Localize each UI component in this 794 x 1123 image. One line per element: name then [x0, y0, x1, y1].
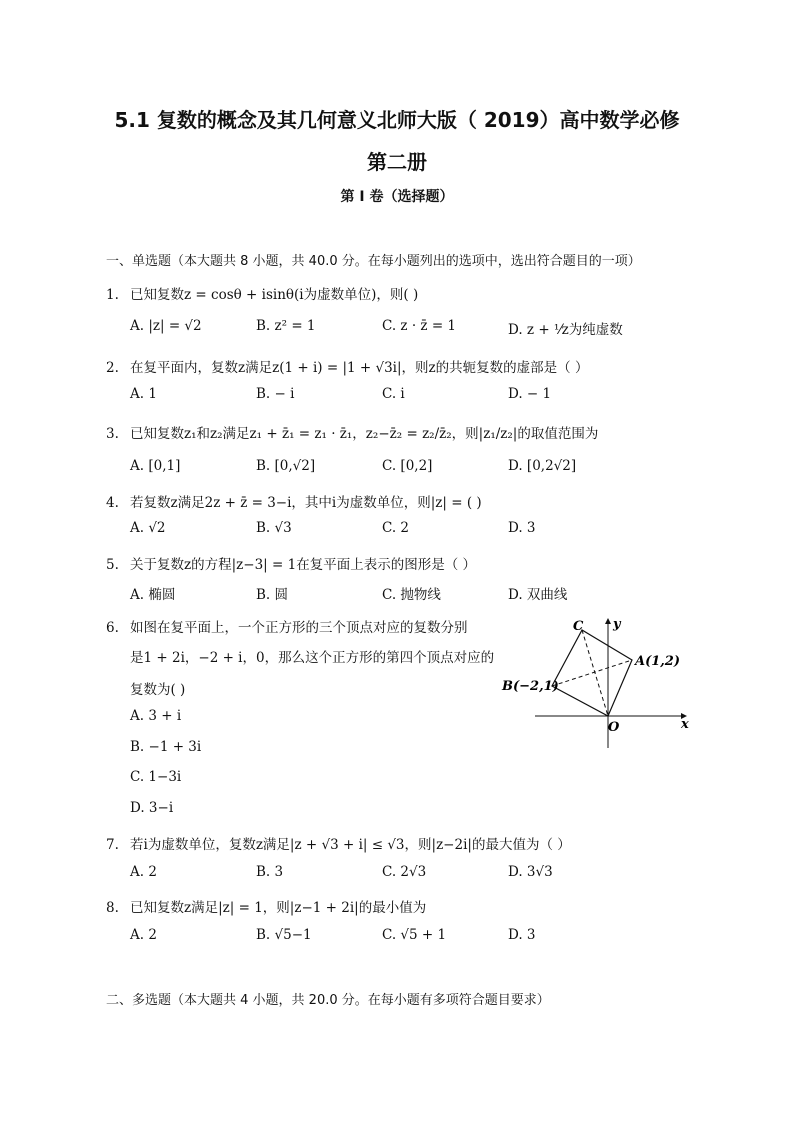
option-b[interactable]: B. − i: [256, 386, 295, 402]
option-c[interactable]: C. z · z̄ = 1: [382, 318, 457, 334]
section-single-choice-heading: 一、单选题（本大题共 8 小题，共 40.0 分。在每小题列出的选项中，选出符合题目的一项）: [106, 254, 641, 269]
option-a[interactable]: A. √2: [130, 520, 166, 536]
page-title-line2: 第二册: [367, 150, 427, 174]
option-a[interactable]: A. 椭圆: [130, 587, 176, 603]
question-3: 3. 已知复数z₁和z₂满足z₁ + z̄₁ = z₁ · z̄₁，z₂−z̄₂ = z₂/z̄₂，则|z₁/z₂|的取值范围为: [106, 426, 599, 442]
option-a[interactable]: A. 2: [130, 927, 157, 943]
option-a[interactable]: A. 2: [130, 864, 157, 880]
option-c[interactable]: C. √5 + 1: [382, 927, 447, 943]
question-1: 1. 已知复数z = cosθ + isinθ(i为虚数单位)，则( ): [106, 287, 419, 303]
label-x: x: [681, 717, 689, 732]
option-d[interactable]: D. 3: [508, 520, 536, 536]
option-c[interactable]: C. 2: [382, 520, 410, 536]
question-6-line-2: 是1 + 2i，−2 + i，0，那么这个正方形的第四个顶点对应的: [130, 650, 495, 666]
option-b[interactable]: B. [0,√2]: [256, 458, 316, 474]
label-y: y: [613, 617, 621, 632]
option-d[interactable]: D. − 1: [508, 386, 552, 402]
option-c[interactable]: C. 抛物线: [382, 587, 441, 603]
option-b[interactable]: B. 圆: [256, 587, 289, 603]
question-8: 8. 已知复数z满足|z| = 1，则|z−1 + 2i|的最小值为: [106, 900, 427, 916]
question-4: 4. 若复数z满足2z + z̄ = 3−i，其中i为虚数单位，则|z| = ( ): [106, 495, 482, 511]
option-a[interactable]: A. [0,1]: [130, 458, 181, 474]
option-d[interactable]: D. 双曲线: [508, 587, 568, 603]
page-title: 5.1 复数的概念及其几何意义北师大版（ 2019）高中数学必修: [114, 108, 680, 132]
option-d[interactable]: D. [0,2√2]: [508, 458, 577, 474]
label-a: A(1,2): [635, 654, 681, 669]
option-d[interactable]: D. 3−i: [130, 800, 174, 816]
option-c[interactable]: C. 1−3i: [130, 769, 182, 785]
label-b: B(−2,1): [502, 679, 559, 694]
section-multi-choice-heading: 二、多选题（本大题共 4 小题，共 20.0 分。在每小题有多项符合题目要求）: [106, 993, 550, 1008]
option-b[interactable]: B. 3: [256, 864, 284, 880]
option-d[interactable]: D. z + ¹⁄z为纯虚数: [508, 322, 623, 338]
option-a[interactable]: A. 3 + i: [130, 708, 182, 724]
question-6: 6. 如图在复平面上，一个正方形的三个顶点对应的复数分别: [106, 620, 468, 636]
option-b[interactable]: B. √5−1: [256, 927, 312, 943]
question-7: 7. 若i为虚数单位，复数z满足|z + √3 + i| ≤ √3，则|z−2i|的最大值为（ ）: [106, 837, 571, 853]
option-b[interactable]: B. −1 + 3i: [130, 739, 202, 755]
option-b[interactable]: B. √3: [256, 520, 292, 536]
question-2: 2. 在复平面内，复数z满足z(1 + i) = |1 + √3i|，则z的共轭复数的虚部是（ ）: [106, 360, 589, 376]
volume-subtitle: 第 I 卷（选择题）: [340, 189, 454, 205]
option-b[interactable]: B. z² = 1: [256, 318, 316, 334]
option-c[interactable]: C. i: [382, 386, 405, 402]
question-5: 5. 关于复数z的方程|z−3| = 1在复平面上表示的图形是（ ）: [106, 557, 476, 573]
option-c[interactable]: C. 2√3: [382, 864, 427, 880]
label-c: C: [573, 619, 584, 634]
option-a[interactable]: A. |z| = √2: [130, 318, 202, 334]
square-complex-plane-figure: [500, 610, 700, 755]
label-o: O: [608, 720, 620, 735]
option-d[interactable]: D. 3√3: [508, 864, 553, 880]
question-6-line-3: 复数为( ): [130, 682, 186, 698]
option-c[interactable]: C. [0,2]: [382, 458, 433, 474]
option-d[interactable]: D. 3: [508, 927, 536, 943]
option-a[interactable]: A. 1: [130, 386, 157, 402]
